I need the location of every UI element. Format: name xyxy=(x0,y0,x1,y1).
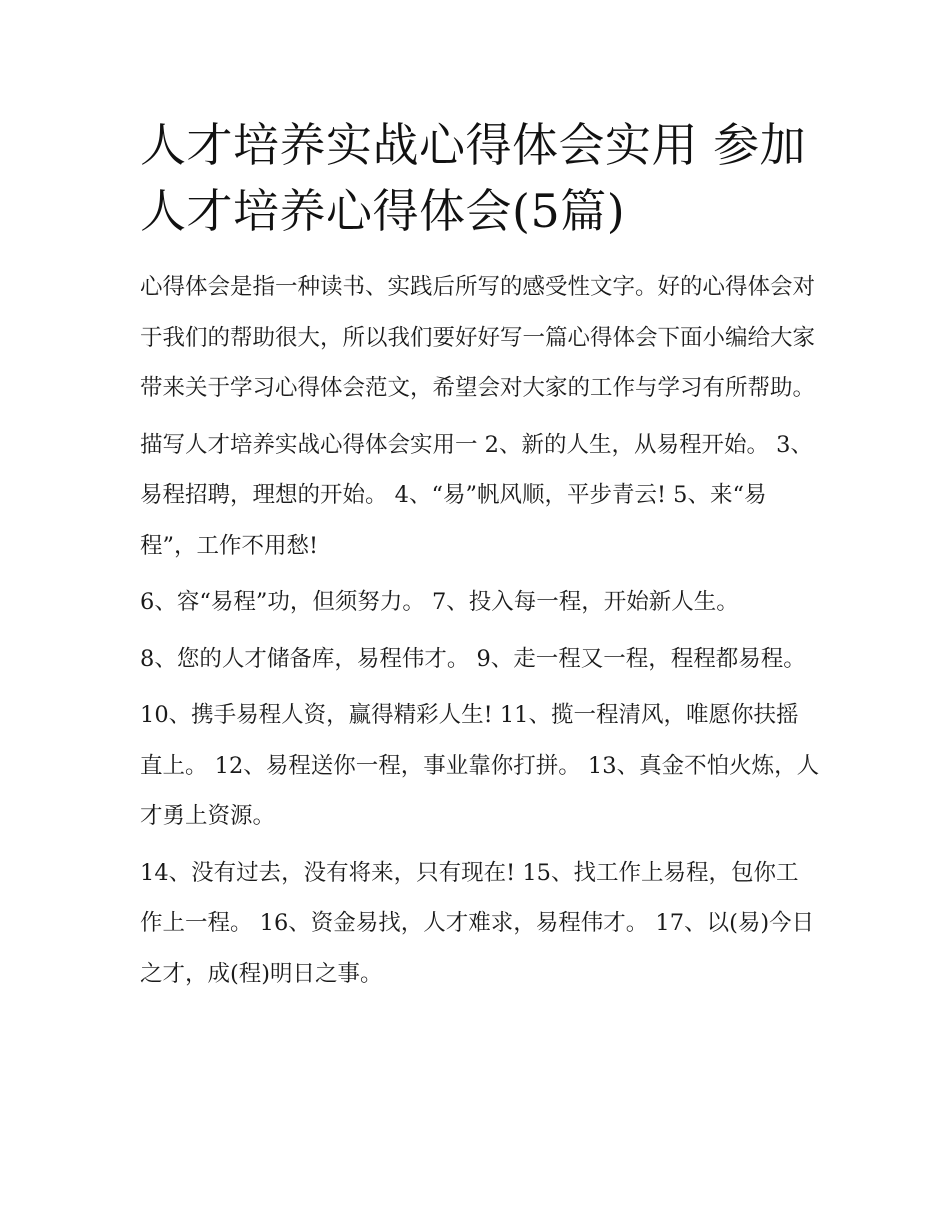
paragraph-intro: 心得体会是指一种读书、实践后所写的感受性文字。好的心得体会对于我们的帮助很大，所以我们要好好写一篇心得体会下面小编给大家带来关于学习心得体会范文，希望会对大家的工作与学习有所帮助。 xyxy=(140,274,816,401)
paragraph-slogans-3: 8、您的人才储备库，易程伟才。 9、走一程又一程，程程都易程。 xyxy=(140,645,806,672)
document-body xyxy=(140,112,820,1005)
paragraph-slogans-4: 10、携手易程人资，赢得精彩人生! 11、揽一程清风，唯愿你扶摇直上。 12、易程送你一程，事业靠你打拼。 13、真金不怕火炼，人才勇上资源。 xyxy=(140,702,820,829)
paragraph-slogans-5: 14、没有过去，没有将来，只有现在! 15、找工作上易程，包你工作上一程。 16、资金易找，人才难求，易程伟才。 17、以(易)今日之才，成(程)明日之事。 xyxy=(140,859,815,987)
paragraph-slogans-2: 6、容“易程”功，但须努力。 7、投入每一程，开始新人生。 xyxy=(140,589,739,615)
document-title: 人才培养实战心得体会实用 参加人才培养心得体会(5篇) xyxy=(140,118,807,238)
paragraph-slogans-1: 描写人才培养实战心得体会实用一 2、新的人生，从易程开始。 3、易程招聘，理想的开始。 4、“易”帆风顺，平步青云! 5、来“易程”，工作不用愁! xyxy=(140,431,813,559)
